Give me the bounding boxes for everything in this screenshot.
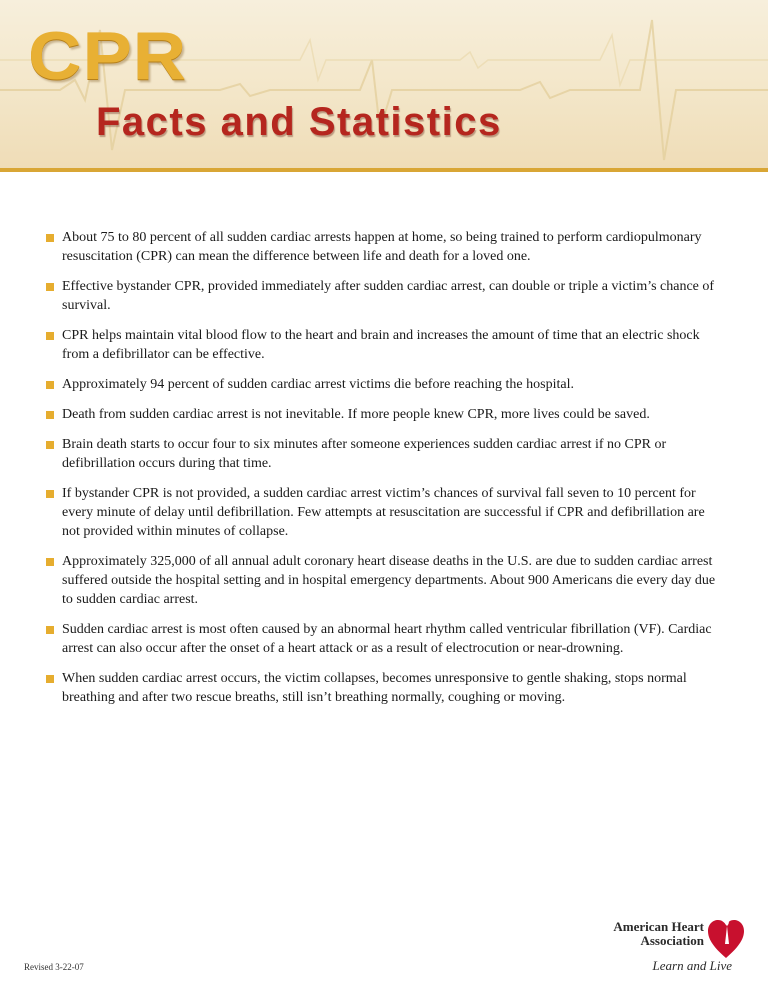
fact-text: Effective bystander CPR, provided immediately after sudden cardiac arrest, can double or triple a victim’s chance of survival. xyxy=(62,279,715,313)
square-bullet-icon xyxy=(46,558,54,566)
page-subtitle: Facts and Statistics xyxy=(96,100,502,144)
fact-text: CPR helps maintain vital blood flow to the heart and brain and increases the amount of time that an electric shock from a defibrillator can be effective. xyxy=(62,328,700,362)
logo-wordmark xyxy=(613,920,704,948)
list-item xyxy=(46,552,726,609)
list-item xyxy=(46,228,726,266)
logo-line-1: American Heart xyxy=(613,919,704,934)
list-item xyxy=(46,484,726,541)
list-item xyxy=(46,277,726,315)
fact-text: Death from sudden cardiac arrest is not inevitable. If more people knew CPR, more lives could be saved. xyxy=(62,407,650,422)
heart-torch-icon xyxy=(706,914,746,960)
logo-tagline: Learn and Live xyxy=(652,958,732,973)
list-item xyxy=(46,405,726,424)
square-bullet-icon xyxy=(46,381,54,389)
list-item xyxy=(46,326,726,364)
square-bullet-icon xyxy=(46,441,54,449)
square-bullet-icon xyxy=(46,283,54,291)
fact-text: When sudden cardiac arrest occurs, the victim collapses, becomes unresponsive to gentle shaking, stops normal breathing and after two rescue breaths, still isn’t breathing normally, coughing or moving. xyxy=(62,671,687,705)
square-bullet-icon xyxy=(46,411,54,419)
revision-date: Revised 3-22-07 xyxy=(24,962,84,972)
list-item xyxy=(46,669,726,707)
square-bullet-icon xyxy=(46,332,54,340)
square-bullet-icon xyxy=(46,234,54,242)
fact-text: Sudden cardiac arrest is most often caused by an abnormal heart rhythm called ventricular fibrillation (VF). Cardiac arrest can also occur after the onset of a heart attack or as a result of electrocution or near-drowning. xyxy=(62,622,712,656)
page-title: CPR xyxy=(28,17,188,94)
fact-text: About 75 to 80 percent of all sudden cardiac arrests happen at home, so being trained to perform cardiopulmonary resuscitation (CPR) can mean the difference between life and death for a loved one. xyxy=(62,230,702,264)
header-divider xyxy=(0,168,768,172)
aha-logo xyxy=(598,912,748,976)
square-bullet-icon xyxy=(46,626,54,634)
list-item xyxy=(46,620,726,658)
fact-text: Approximately 94 percent of sudden cardiac arrest victims die before reaching the hospital. xyxy=(62,377,574,392)
list-item xyxy=(46,435,726,473)
header-banner xyxy=(0,0,768,172)
list-item xyxy=(46,375,726,394)
fact-text: Brain death starts to occur four to six minutes after someone experiences sudden cardiac arrest if no CPR or defibrillation occurs during that time. xyxy=(62,437,667,471)
fact-text: Approximately 325,000 of all annual adult coronary heart disease deaths in the U.S. are due to sudden cardiac arrest suffered outside the hospital setting and in hospital emergency departments. About 900 Americans die every day due to sudden cardiac arrest. xyxy=(62,554,716,607)
square-bullet-icon xyxy=(46,490,54,498)
facts-list xyxy=(46,228,726,718)
logo-line-2: Association xyxy=(640,933,704,948)
square-bullet-icon xyxy=(46,675,54,683)
fact-text: If bystander CPR is not provided, a sudden cardiac arrest victim’s chances of survival fall seven to 10 percent for every minute of delay until defibrillation. Few attempts at resuscitation are successful if CPR and defibrillation are not provided within minutes of collapse. xyxy=(62,486,705,539)
